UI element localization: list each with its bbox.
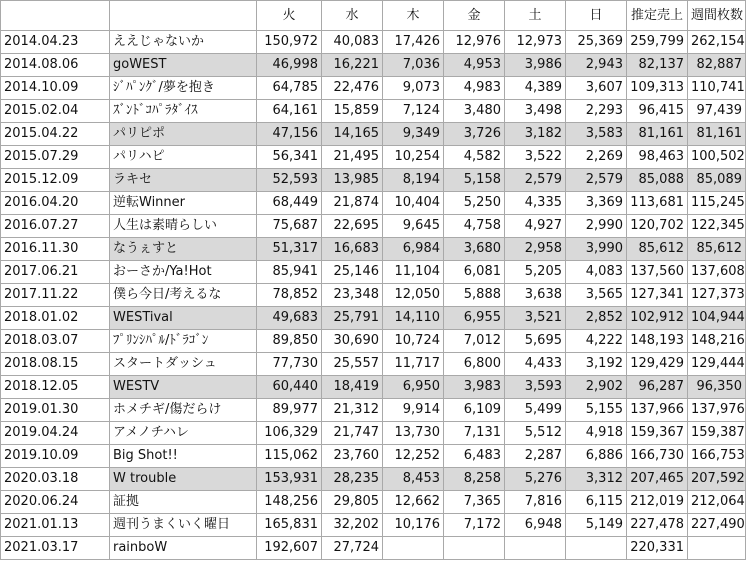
header-sat[interactable]: 土: [505, 1, 566, 31]
release-date-cell[interactable]: 2016.11.30: [1, 238, 110, 261]
title-cell[interactable]: ホメチギ/傷だらけ: [110, 399, 257, 422]
tue-cell[interactable]: 46,998: [257, 54, 322, 77]
sun-cell[interactable]: 3,369: [566, 192, 627, 215]
release-date-cell[interactable]: 2018.12.05: [1, 376, 110, 399]
title-cell[interactable]: ええじゃないか: [110, 31, 257, 54]
estimated-sales-cell[interactable]: 81,161: [627, 123, 688, 146]
sat-cell[interactable]: 3,522: [505, 146, 566, 169]
release-date-cell[interactable]: 2019.10.09: [1, 445, 110, 468]
release-date-cell[interactable]: 2021.03.17: [1, 537, 110, 560]
sat-cell[interactable]: 4,433: [505, 353, 566, 376]
release-date-cell[interactable]: 2016.07.27: [1, 215, 110, 238]
estimated-sales-cell[interactable]: 127,341: [627, 284, 688, 307]
wed-cell[interactable]: 25,146: [322, 261, 383, 284]
estimated-sales-cell[interactable]: 220,331: [627, 537, 688, 560]
title-cell[interactable]: 証拠: [110, 491, 257, 514]
header-title[interactable]: [110, 1, 257, 31]
sun-cell[interactable]: 2,943: [566, 54, 627, 77]
release-date-cell[interactable]: 2014.04.23: [1, 31, 110, 54]
tue-cell[interactable]: 64,785: [257, 77, 322, 100]
sun-cell[interactable]: 25,369: [566, 31, 627, 54]
table-row: [1, 330, 746, 353]
weekly-count-cell[interactable]: 137,608: [688, 261, 746, 284]
header-wed[interactable]: 水: [322, 1, 383, 31]
fri-cell[interactable]: 7,172: [444, 514, 505, 537]
weekly-count-cell[interactable]: 85,089: [688, 169, 746, 192]
release-date-cell[interactable]: 2017.06.21: [1, 261, 110, 284]
table-body: [1, 31, 746, 560]
fri-cell[interactable]: 7,131: [444, 422, 505, 445]
wed-cell[interactable]: 28,235: [322, 468, 383, 491]
weekly-count-cell[interactable]: 85,612: [688, 238, 746, 261]
tue-cell[interactable]: 106,329: [257, 422, 322, 445]
wed-cell[interactable]: 18,419: [322, 376, 383, 399]
table-row: [1, 169, 746, 192]
sun-cell[interactable]: 2,269: [566, 146, 627, 169]
fri-cell[interactable]: 6,800: [444, 353, 505, 376]
sun-cell[interactable]: [566, 537, 627, 560]
sun-cell[interactable]: 3,990: [566, 238, 627, 261]
tue-cell[interactable]: 60,440: [257, 376, 322, 399]
thu-cell[interactable]: 6,950: [383, 376, 444, 399]
fri-cell[interactable]: 5,888: [444, 284, 505, 307]
header-tue[interactable]: 火: [257, 1, 322, 31]
wed-cell[interactable]: 21,874: [322, 192, 383, 215]
weekly-count-cell[interactable]: 97,439: [688, 100, 746, 123]
weekly-count-cell[interactable]: 96,350: [688, 376, 746, 399]
header-row: [1, 1, 746, 31]
header-date[interactable]: [1, 1, 110, 31]
weekly-count-cell[interactable]: 127,373: [688, 284, 746, 307]
sun-cell[interactable]: 3,583: [566, 123, 627, 146]
tue-cell[interactable]: 64,161: [257, 100, 322, 123]
title-cell[interactable]: スタートダッシュ: [110, 353, 257, 376]
thu-cell[interactable]: 13,730: [383, 422, 444, 445]
table-row: [1, 468, 746, 491]
sun-cell[interactable]: 3,192: [566, 353, 627, 376]
thu-cell[interactable]: 10,724: [383, 330, 444, 353]
header-sun[interactable]: 日: [566, 1, 627, 31]
sat-cell[interactable]: 3,182: [505, 123, 566, 146]
sat-cell[interactable]: 3,521: [505, 307, 566, 330]
tue-cell[interactable]: 192,607: [257, 537, 322, 560]
title-cell[interactable]: WESTV: [110, 376, 257, 399]
release-date-cell[interactable]: 2015.12.09: [1, 169, 110, 192]
table-row: [1, 514, 746, 537]
sun-cell[interactable]: 4,222: [566, 330, 627, 353]
fri-cell[interactable]: 5,250: [444, 192, 505, 215]
sat-cell[interactable]: 5,205: [505, 261, 566, 284]
release-date-cell[interactable]: 2017.11.22: [1, 284, 110, 307]
sun-cell[interactable]: 3,312: [566, 468, 627, 491]
estimated-sales-cell[interactable]: 120,702: [627, 215, 688, 238]
wed-cell[interactable]: 25,557: [322, 353, 383, 376]
wed-cell[interactable]: 30,690: [322, 330, 383, 353]
wed-cell[interactable]: 21,312: [322, 399, 383, 422]
sat-cell[interactable]: 12,973: [505, 31, 566, 54]
tue-cell[interactable]: 51,317: [257, 238, 322, 261]
thu-cell[interactable]: 8,453: [383, 468, 444, 491]
sun-cell[interactable]: 3,565: [566, 284, 627, 307]
thu-cell[interactable]: 9,349: [383, 123, 444, 146]
thu-cell[interactable]: [383, 537, 444, 560]
weekly-count-cell[interactable]: 166,753: [688, 445, 746, 468]
weekly-count-cell[interactable]: 82,887: [688, 54, 746, 77]
title-cell[interactable]: ｽﾞﾝﾄﾞｺﾊﾟﾗﾀﾞｲｽ: [110, 100, 257, 123]
estimated-sales-cell[interactable]: 148,193: [627, 330, 688, 353]
thu-cell[interactable]: 9,645: [383, 215, 444, 238]
sun-cell[interactable]: 2,293: [566, 100, 627, 123]
title-cell[interactable]: なうぇすと: [110, 238, 257, 261]
title-cell[interactable]: 僕ら今日/考えるな: [110, 284, 257, 307]
sun-cell[interactable]: 2,990: [566, 215, 627, 238]
estimated-sales-cell[interactable]: 207,465: [627, 468, 688, 491]
sat-cell[interactable]: 3,498: [505, 100, 566, 123]
release-date-cell[interactable]: 2015.02.04: [1, 100, 110, 123]
weekly-count-cell[interactable]: 122,345: [688, 215, 746, 238]
release-date-cell[interactable]: 2015.07.29: [1, 146, 110, 169]
release-date-cell[interactable]: 2019.04.24: [1, 422, 110, 445]
estimated-sales-cell[interactable]: 137,560: [627, 261, 688, 284]
release-date-cell[interactable]: 2016.04.20: [1, 192, 110, 215]
release-date-cell[interactable]: 2020.03.18: [1, 468, 110, 491]
title-cell[interactable]: rainboW: [110, 537, 257, 560]
tue-cell[interactable]: 115,062: [257, 445, 322, 468]
fri-cell[interactable]: 3,680: [444, 238, 505, 261]
thu-cell[interactable]: 6,984: [383, 238, 444, 261]
sun-cell[interactable]: 2,579: [566, 169, 627, 192]
title-cell[interactable]: ﾌﾟﾘﾝｼﾊﾟﾙ/ﾄﾞﾗｺﾞﾝ: [110, 330, 257, 353]
thu-cell[interactable]: 12,050: [383, 284, 444, 307]
table-row: [1, 307, 746, 330]
weekly-count-cell[interactable]: 148,216: [688, 330, 746, 353]
fri-cell[interactable]: 3,983: [444, 376, 505, 399]
wed-cell[interactable]: 13,985: [322, 169, 383, 192]
fri-cell[interactable]: 4,983: [444, 77, 505, 100]
weekly-count-cell[interactable]: 81,161: [688, 123, 746, 146]
sun-cell[interactable]: 6,115: [566, 491, 627, 514]
estimated-sales-cell[interactable]: 227,478: [627, 514, 688, 537]
release-date-cell[interactable]: 2020.06.24: [1, 491, 110, 514]
weekly-count-cell[interactable]: 207,592: [688, 468, 746, 491]
sat-cell[interactable]: 2,958: [505, 238, 566, 261]
sun-cell[interactable]: 4,083: [566, 261, 627, 284]
sat-cell[interactable]: 2,287: [505, 445, 566, 468]
table-row: [1, 353, 746, 376]
estimated-sales-cell[interactable]: 212,019: [627, 491, 688, 514]
release-date-cell[interactable]: 2014.10.09: [1, 77, 110, 100]
fri-cell[interactable]: 7,365: [444, 491, 505, 514]
wed-cell[interactable]: 16,221: [322, 54, 383, 77]
fri-cell[interactable]: 7,012: [444, 330, 505, 353]
header-estimated-sales[interactable]: 推定売上: [627, 1, 688, 31]
sat-cell[interactable]: 4,389: [505, 77, 566, 100]
estimated-sales-cell[interactable]: 113,681: [627, 192, 688, 215]
sun-cell[interactable]: 2,852: [566, 307, 627, 330]
sun-cell[interactable]: 5,155: [566, 399, 627, 422]
thu-cell[interactable]: 10,176: [383, 514, 444, 537]
sat-cell[interactable]: 7,816: [505, 491, 566, 514]
fri-cell[interactable]: 5,158: [444, 169, 505, 192]
header-weekly-count[interactable]: 週間枚数: [688, 1, 746, 31]
title-cell[interactable]: パリピポ: [110, 123, 257, 146]
weekly-count-cell[interactable]: 212,064: [688, 491, 746, 514]
wed-cell[interactable]: 16,683: [322, 238, 383, 261]
fri-cell[interactable]: 4,582: [444, 146, 505, 169]
tue-cell[interactable]: 150,972: [257, 31, 322, 54]
table-row: [1, 445, 746, 468]
table-row: [1, 491, 746, 514]
weekly-count-cell[interactable]: 227,490: [688, 514, 746, 537]
table-row: [1, 192, 746, 215]
estimated-sales-cell[interactable]: 166,730: [627, 445, 688, 468]
sat-cell[interactable]: 5,499: [505, 399, 566, 422]
table-row: [1, 422, 746, 445]
tue-cell[interactable]: 89,850: [257, 330, 322, 353]
sat-cell[interactable]: 5,276: [505, 468, 566, 491]
thu-cell[interactable]: 7,124: [383, 100, 444, 123]
thu-cell[interactable]: 7,036: [383, 54, 444, 77]
table-row: [1, 238, 746, 261]
thu-cell[interactable]: 9,914: [383, 399, 444, 422]
estimated-sales-cell[interactable]: 85,088: [627, 169, 688, 192]
table-row: [1, 399, 746, 422]
sat-cell[interactable]: 3,638: [505, 284, 566, 307]
estimated-sales-cell[interactable]: 96,415: [627, 100, 688, 123]
sun-cell[interactable]: 3,607: [566, 77, 627, 100]
sat-cell[interactable]: 4,927: [505, 215, 566, 238]
release-date-cell[interactable]: 2014.08.06: [1, 54, 110, 77]
thu-cell[interactable]: 14,110: [383, 307, 444, 330]
estimated-sales-cell[interactable]: 259,799: [627, 31, 688, 54]
table-row: [1, 215, 746, 238]
fri-cell[interactable]: 4,953: [444, 54, 505, 77]
release-date-cell[interactable]: 2015.04.22: [1, 123, 110, 146]
release-date-cell[interactable]: 2018.01.02: [1, 307, 110, 330]
thu-cell[interactable]: 12,662: [383, 491, 444, 514]
title-cell[interactable]: アメノチハレ: [110, 422, 257, 445]
title-cell[interactable]: ラキセ: [110, 169, 257, 192]
tue-cell[interactable]: 68,449: [257, 192, 322, 215]
weekly-count-cell[interactable]: 159,387: [688, 422, 746, 445]
weekly-count-cell[interactable]: 129,444: [688, 353, 746, 376]
sat-cell[interactable]: [505, 537, 566, 560]
release-date-cell[interactable]: 2018.08.15: [1, 353, 110, 376]
fri-cell[interactable]: 3,726: [444, 123, 505, 146]
table-row: [1, 284, 746, 307]
title-cell[interactable]: W trouble: [110, 468, 257, 491]
weekly-count-cell[interactable]: 104,944: [688, 307, 746, 330]
fri-cell[interactable]: 3,480: [444, 100, 505, 123]
wed-cell[interactable]: 23,760: [322, 445, 383, 468]
estimated-sales-cell[interactable]: 85,612: [627, 238, 688, 261]
title-cell[interactable]: 週刊うまくいく曜日: [110, 514, 257, 537]
table-row: [1, 77, 746, 100]
table-row: [1, 261, 746, 284]
tue-cell[interactable]: 78,852: [257, 284, 322, 307]
estimated-sales-cell[interactable]: 159,367: [627, 422, 688, 445]
weekly-count-cell[interactable]: 262,154: [688, 31, 746, 54]
wed-cell[interactable]: 27,724: [322, 537, 383, 560]
sun-cell[interactable]: 5,149: [566, 514, 627, 537]
estimated-sales-cell[interactable]: 109,313: [627, 77, 688, 100]
release-date-cell[interactable]: 2019.01.30: [1, 399, 110, 422]
wed-cell[interactable]: 32,202: [322, 514, 383, 537]
tue-cell[interactable]: 49,683: [257, 307, 322, 330]
title-cell[interactable]: 人生は素晴らしい: [110, 215, 257, 238]
thu-cell[interactable]: 11,104: [383, 261, 444, 284]
title-cell[interactable]: Big Shot!!: [110, 445, 257, 468]
table-row: [1, 31, 746, 54]
header-thu[interactable]: 木: [383, 1, 444, 31]
tue-cell[interactable]: 165,831: [257, 514, 322, 537]
fri-cell[interactable]: 6,955: [444, 307, 505, 330]
release-date-cell[interactable]: 2021.01.13: [1, 514, 110, 537]
weekly-count-cell[interactable]: 100,502: [688, 146, 746, 169]
tue-cell[interactable]: 148,256: [257, 491, 322, 514]
sat-cell[interactable]: 4,335: [505, 192, 566, 215]
title-cell[interactable]: goWEST: [110, 54, 257, 77]
table-row: [1, 537, 746, 560]
tue-cell[interactable]: 52,593: [257, 169, 322, 192]
weekly-count-cell[interactable]: 115,245: [688, 192, 746, 215]
fri-cell[interactable]: 4,758: [444, 215, 505, 238]
sun-cell[interactable]: 6,886: [566, 445, 627, 468]
weekly-count-cell[interactable]: 137,976: [688, 399, 746, 422]
sat-cell[interactable]: 3,986: [505, 54, 566, 77]
weekly-count-cell[interactable]: [688, 537, 746, 560]
estimated-sales-cell[interactable]: 137,966: [627, 399, 688, 422]
fri-cell[interactable]: 8,258: [444, 468, 505, 491]
estimated-sales-cell[interactable]: 129,429: [627, 353, 688, 376]
sun-cell[interactable]: 4,918: [566, 422, 627, 445]
tue-cell[interactable]: 89,977: [257, 399, 322, 422]
tue-cell[interactable]: 77,730: [257, 353, 322, 376]
title-cell[interactable]: ｼﾞﾊﾟﾝｸﾞ/夢を抱き: [110, 77, 257, 100]
thu-cell[interactable]: 9,073: [383, 77, 444, 100]
tue-cell[interactable]: 153,931: [257, 468, 322, 491]
sat-cell[interactable]: 3,593: [505, 376, 566, 399]
sat-cell[interactable]: 5,695: [505, 330, 566, 353]
table-row: [1, 100, 746, 123]
wed-cell[interactable]: 14,165: [322, 123, 383, 146]
thu-cell[interactable]: 11,717: [383, 353, 444, 376]
wed-cell[interactable]: 23,348: [322, 284, 383, 307]
title-cell[interactable]: パリハピ: [110, 146, 257, 169]
fri-cell[interactable]: 6,483: [444, 445, 505, 468]
wed-cell[interactable]: 21,747: [322, 422, 383, 445]
weekly-count-cell[interactable]: 110,741: [688, 77, 746, 100]
title-cell[interactable]: 逆転Winner: [110, 192, 257, 215]
sun-cell[interactable]: 2,902: [566, 376, 627, 399]
sat-cell[interactable]: 6,948: [505, 514, 566, 537]
wed-cell[interactable]: 21,495: [322, 146, 383, 169]
thu-cell[interactable]: 10,254: [383, 146, 444, 169]
wed-cell[interactable]: 40,083: [322, 31, 383, 54]
fri-cell[interactable]: 12,976: [444, 31, 505, 54]
tue-cell[interactable]: 56,341: [257, 146, 322, 169]
estimated-sales-cell[interactable]: 82,137: [627, 54, 688, 77]
thu-cell[interactable]: 8,194: [383, 169, 444, 192]
fri-cell[interactable]: 6,109: [444, 399, 505, 422]
table-row: [1, 123, 746, 146]
estimated-sales-cell[interactable]: 102,912: [627, 307, 688, 330]
sat-cell[interactable]: 5,512: [505, 422, 566, 445]
title-cell[interactable]: おーさか/Ya!Hot: [110, 261, 257, 284]
table-row: [1, 376, 746, 399]
table-row: [1, 54, 746, 77]
release-date-cell[interactable]: 2018.03.07: [1, 330, 110, 353]
header-fri[interactable]: 金: [444, 1, 505, 31]
sat-cell[interactable]: 2,579: [505, 169, 566, 192]
estimated-sales-cell[interactable]: 98,463: [627, 146, 688, 169]
wed-cell[interactable]: 29,805: [322, 491, 383, 514]
wed-cell[interactable]: 25,791: [322, 307, 383, 330]
estimated-sales-cell[interactable]: 96,287: [627, 376, 688, 399]
thu-cell[interactable]: 12,252: [383, 445, 444, 468]
thu-cell[interactable]: 17,426: [383, 31, 444, 54]
tue-cell[interactable]: 47,156: [257, 123, 322, 146]
tue-cell[interactable]: 85,941: [257, 261, 322, 284]
wed-cell[interactable]: 22,476: [322, 77, 383, 100]
title-cell[interactable]: WESTival: [110, 307, 257, 330]
thu-cell[interactable]: 10,404: [383, 192, 444, 215]
fri-cell[interactable]: [444, 537, 505, 560]
wed-cell[interactable]: 22,695: [322, 215, 383, 238]
tue-cell[interactable]: 75,687: [257, 215, 322, 238]
fri-cell[interactable]: 6,081: [444, 261, 505, 284]
wed-cell[interactable]: 15,859: [322, 100, 383, 123]
table-row: [1, 146, 746, 169]
